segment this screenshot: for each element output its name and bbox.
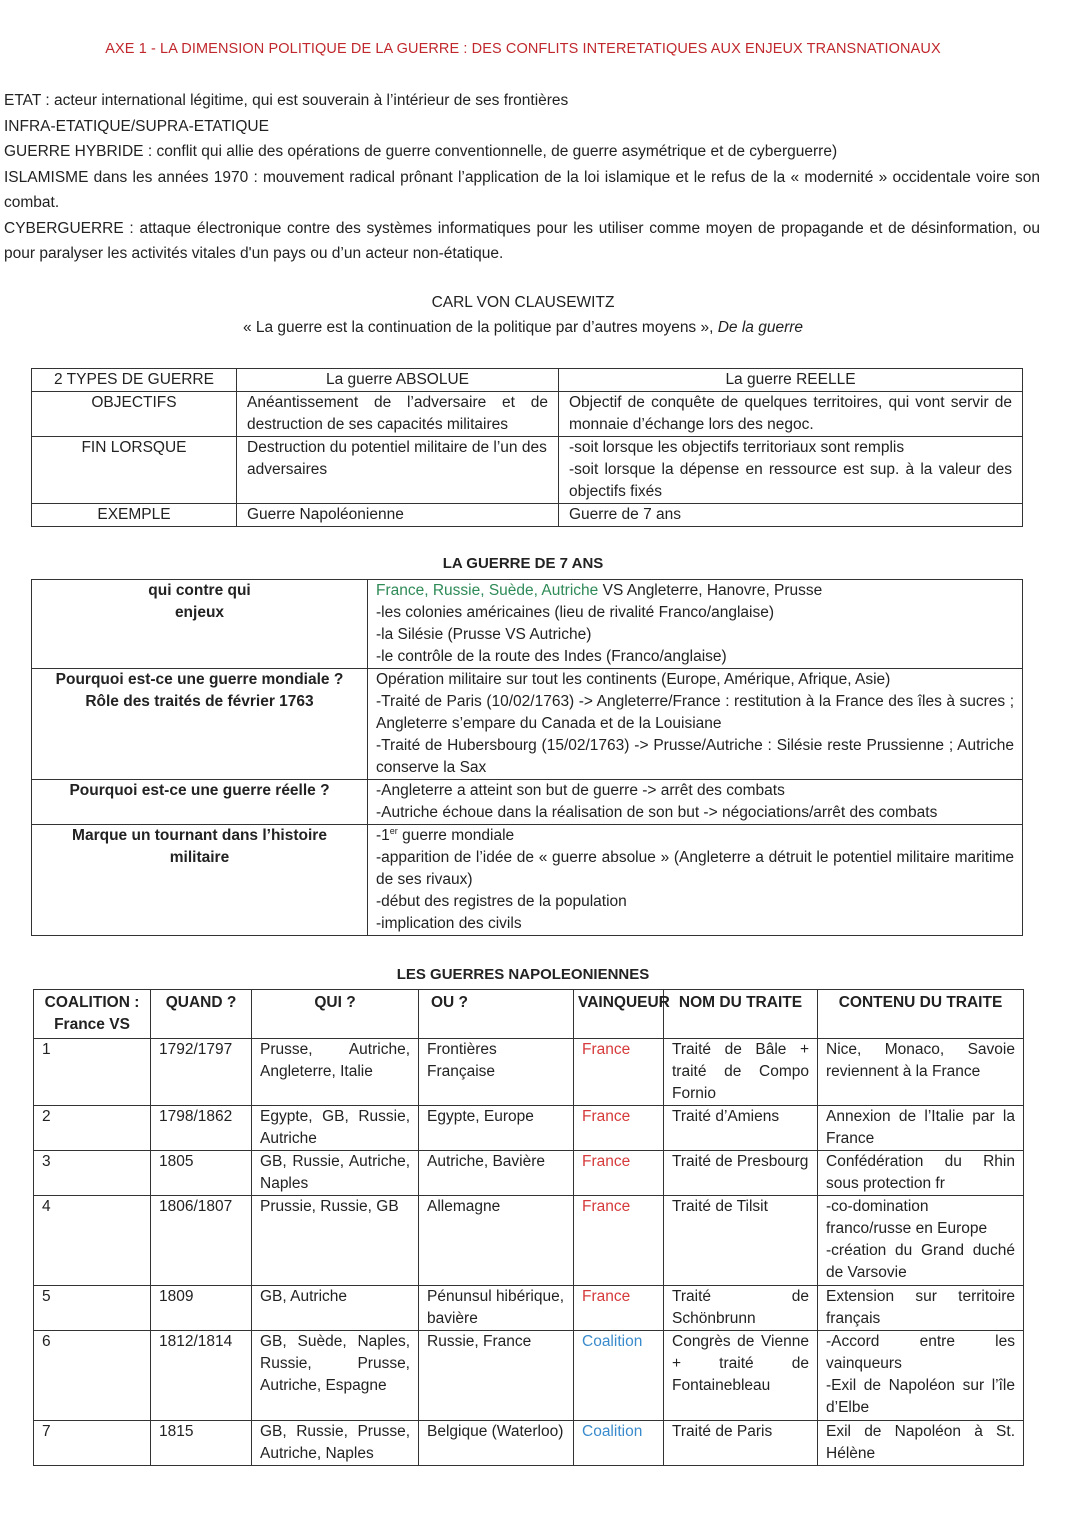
row-location: Frontières Française <box>419 1039 574 1106</box>
quote-author: CARL VON CLAUSEWITZ <box>431 294 615 311</box>
list-item: -Traité de Paris (10/02/1763) -> Angleterre/France : restitution à la France des îles à sucres ; Angleterre s’empare du Canada et de la Louisiane <box>376 693 1014 732</box>
row-belligerents: GB, Russie, Autriche, Naples <box>252 1151 419 1196</box>
row-date: 1812/1814 <box>151 1331 252 1421</box>
row-treaty-content: -co-domination franco/russe en Europe -création du Grand duché de Varsovie <box>818 1196 1024 1286</box>
table-row <box>32 825 1023 936</box>
table-cell <box>368 580 1023 669</box>
war-types-table <box>31 368 1023 527</box>
text: guerre mondiale <box>397 827 515 844</box>
column-header: VAINQUEUR <box>574 990 664 1039</box>
row-date: 1815 <box>151 1421 252 1466</box>
definition-cyberguerre: CYBERGUERRE : attaque électronique contre des systèmes informatiques pour les utiliser comme moyen de propagande et de désinformation, ou pour paralyser les activités vitales d'un pays ou d’un acteur non-étatique. <box>4 219 1040 262</box>
table-header-row <box>34 990 1024 1039</box>
table-row <box>32 669 1023 780</box>
row-winner: France <box>574 1286 664 1331</box>
column-header: OU ? <box>419 990 574 1039</box>
section-title-napoleon: LES GUERRES NAPOLEONIENNES <box>396 966 650 983</box>
list-item: -Traité de Hubersbourg (15/02/1763) -> Prusse/Autriche : Silésie reste Prussienne ; Autriche conserve la Sax <box>376 737 1014 776</box>
table-cell: 2 TYPES DE GUERRE <box>32 369 237 392</box>
row-label: Pourquoi est-ce une guerre mondiale ? <box>55 671 344 688</box>
table-cell: Guerre de 7 ans <box>559 504 1023 527</box>
column-header: NOM DU TRAITE <box>664 990 818 1039</box>
row-treaty-name: Traité de Tilsit <box>664 1196 818 1286</box>
table-cell: Guerre Napoléonienne <box>237 504 559 527</box>
table-row <box>34 1196 1024 1286</box>
list-item: -la Silésie (Prusse VS Autriche) <box>376 626 592 643</box>
row-treaty-content: Extension sur territoire français <box>818 1286 1024 1331</box>
enemies-text: VS Angleterre, Hanovre, Prusse <box>598 582 823 599</box>
table-cell <box>368 669 1023 780</box>
row-treaty-content: -Accord entre les vainqueurs -Exil de Napoléon sur l’île d’Elbe <box>818 1331 1024 1421</box>
row-number: 2 <box>34 1106 151 1151</box>
superscript: er <box>389 825 398 836</box>
napoleonic-wars-table <box>33 989 1024 1466</box>
row-winner: France <box>574 1151 664 1196</box>
definition-infra: INFRA-ETATIQUE/SUPRA-ETATIQUE <box>4 117 269 135</box>
table-cell: Anéantissement de l’adversaire et de destruction de ses capacités militaires <box>237 392 559 437</box>
list-item: -Angleterre a atteint son but de guerre -> arrêt des combats <box>376 782 785 799</box>
table-row <box>32 504 1023 527</box>
seven-years-table <box>31 579 1023 936</box>
row-treaty-content: Annexion de l’Italie par la France <box>818 1106 1024 1151</box>
table-row <box>34 1039 1024 1106</box>
table-cell: La guerre REELLE <box>559 369 1023 392</box>
definition-etat: ETAT : acteur international légitime, qui est souverain à l’intérieur de ses frontières <box>4 92 569 109</box>
row-treaty-name: Congrès de Vienne + traité de Fontainebleau <box>664 1331 818 1421</box>
table-cell <box>32 580 368 669</box>
quote <box>0 317 1046 339</box>
text: -1 <box>376 827 390 844</box>
table-cell <box>32 669 368 780</box>
table-row <box>34 1106 1024 1151</box>
row-belligerents: Egypte, GB, Russie, Autriche <box>252 1106 419 1151</box>
page-title: AXE 1 - LA DIMENSION POLITIQUE DE LA GUERRE : DES CONFLITS INTERETATIQUES AUX ENJEUX TRANSNATIONAUX <box>105 41 941 57</box>
table-cell <box>368 825 1023 936</box>
row-location: Egypte, Europe <box>419 1106 574 1151</box>
row-winner: Coalition <box>574 1421 664 1466</box>
table-row <box>32 580 1023 669</box>
row-treaty-name: Traité de Bâle + traité de Compo Fornio <box>664 1039 818 1106</box>
column-header: QUI ? <box>252 990 419 1039</box>
quote-text: « La guerre est la continuation de la politique par d’autres moyens », <box>242 319 714 336</box>
row-treaty-name: Traité de Paris <box>664 1421 818 1466</box>
column-header: COALITION : France VS <box>34 990 151 1039</box>
row-location: Allemagne <box>419 1196 574 1286</box>
definitions <box>4 88 1040 267</box>
list-item: -implication des civils <box>376 915 522 932</box>
row-number: 4 <box>34 1196 151 1286</box>
table-cell: -soit lorsque les objectifs territoriaux sont remplis -soit lorsque la dépense en ressource est sup. à la valeur des objectifs fixés <box>559 437 1023 504</box>
row-location: Pénunsul hibérique, bavière <box>419 1286 574 1331</box>
table-row <box>34 1286 1024 1331</box>
row-winner: Coalition <box>574 1331 664 1421</box>
section-title-seven-years: LA GUERRE DE 7 ANS <box>442 555 604 572</box>
row-treaty-name: Traité d’Amiens <box>664 1106 818 1151</box>
table-cell <box>368 780 1023 825</box>
row-number: 7 <box>34 1421 151 1466</box>
definition-islamisme: ISLAMISME dans les années 1970 : mouvement radical prônant l’application de la loi islamique et le refus de la « modernité » occidentale voire son combat. <box>4 168 1040 211</box>
quote-source: De la guerre <box>717 319 804 336</box>
table-row <box>32 369 1023 392</box>
row-date: 1798/1862 <box>151 1106 252 1151</box>
row-treaty-content: Nice, Monaco, Savoie reviennent à la France <box>818 1039 1024 1106</box>
row-belligerents: GB, Autriche <box>252 1286 419 1331</box>
table-row <box>34 1421 1024 1466</box>
table-cell: La guerre ABSOLUE <box>237 369 559 392</box>
list-item: -Autriche échoue dans la réalisation de son but -> négociations/arrêt des combats <box>376 804 938 821</box>
table-cell: Marque un tournant dans l’histoire militaire <box>32 825 368 936</box>
row-winner: France <box>574 1196 664 1286</box>
list-item: -le contrôle de la route des Indes (Franco/anglaise) <box>376 648 727 665</box>
list-item <box>376 825 1014 847</box>
row-date: 1805 <box>151 1151 252 1196</box>
table-cell: Objectif de conquête de quelques territoires, qui vont servir de monnaie d’échange lors des negoc. <box>559 392 1023 437</box>
row-treaty-content: Exil de Napoléon à St. Hélène <box>818 1421 1024 1466</box>
row-label: enjeux <box>174 604 225 621</box>
allies-text: France, Russie, Suède, Autriche <box>376 582 599 599</box>
row-location: Belgique (Waterloo) <box>419 1421 574 1466</box>
row-number: 6 <box>34 1331 151 1421</box>
table-cell: EXEMPLE <box>32 504 237 527</box>
row-treaty-content: Confédération du Rhin sous protection fr <box>818 1151 1024 1196</box>
row-belligerents: GB, Suède, Naples, Russie, Prusse, Autriche, Espagne <box>252 1331 419 1421</box>
row-number: 5 <box>34 1286 151 1331</box>
row-number: 1 <box>34 1039 151 1106</box>
row-belligerents: Prusse, Autriche, Angleterre, Italie <box>252 1039 419 1106</box>
table-row <box>32 780 1023 825</box>
row-location: Autriche, Bavière <box>419 1151 574 1196</box>
table-cell: OBJECTIFS <box>32 392 237 437</box>
table-cell: Pourquoi est-ce une guerre réelle ? <box>32 780 368 825</box>
row-belligerents: Prussie, Russie, GB <box>252 1196 419 1286</box>
list-item: -apparition de l’idée de « guerre absolue » (Angleterre a détruit le potentiel militaire maritime de ses rivaux) <box>376 849 1014 888</box>
table-row <box>34 1331 1024 1421</box>
row-label: Rôle des traités de février 1763 <box>85 693 314 710</box>
table-row <box>34 1151 1024 1196</box>
row-date: 1792/1797 <box>151 1039 252 1106</box>
row-belligerents: GB, Russie, Prusse, Autriche, Naples <box>252 1421 419 1466</box>
row-date: 1809 <box>151 1286 252 1331</box>
row-number: 3 <box>34 1151 151 1196</box>
column-header: QUAND ? <box>151 990 252 1039</box>
row-winner: France <box>574 1039 664 1106</box>
row-date: 1806/1807 <box>151 1196 252 1286</box>
table-cell: Destruction du potentiel militaire de l’un des adversaires <box>237 437 559 504</box>
belligerents <box>376 580 1014 602</box>
table-cell: FIN LORSQUE <box>32 437 237 504</box>
row-location: Russie, France <box>419 1331 574 1421</box>
list-item: Opération militaire sur tout les continents (Europe, Amérique, Afrique, Asie) <box>376 671 891 688</box>
row-treaty-name: Traité de Schönbrunn <box>664 1286 818 1331</box>
column-header: CONTENU DU TRAITE <box>818 990 1024 1039</box>
row-treaty-name: Traité de Presbourg <box>664 1151 818 1196</box>
list-item: -début des registres de la population <box>376 893 627 910</box>
definition-guerre-hybride: GUERRE HYBRIDE : conflit qui allie des opérations de guerre conventionnelle, de guerre asymétrique et de cyberguerre) <box>4 143 838 160</box>
napoleonic-wars-body <box>34 1039 1024 1466</box>
row-label: qui contre qui <box>148 582 251 599</box>
table-row <box>32 437 1023 504</box>
list-item: -les colonies américaines (lieu de rivalité Franco/anglaise) <box>376 604 775 621</box>
row-winner: France <box>574 1106 664 1151</box>
table-row <box>32 392 1023 437</box>
